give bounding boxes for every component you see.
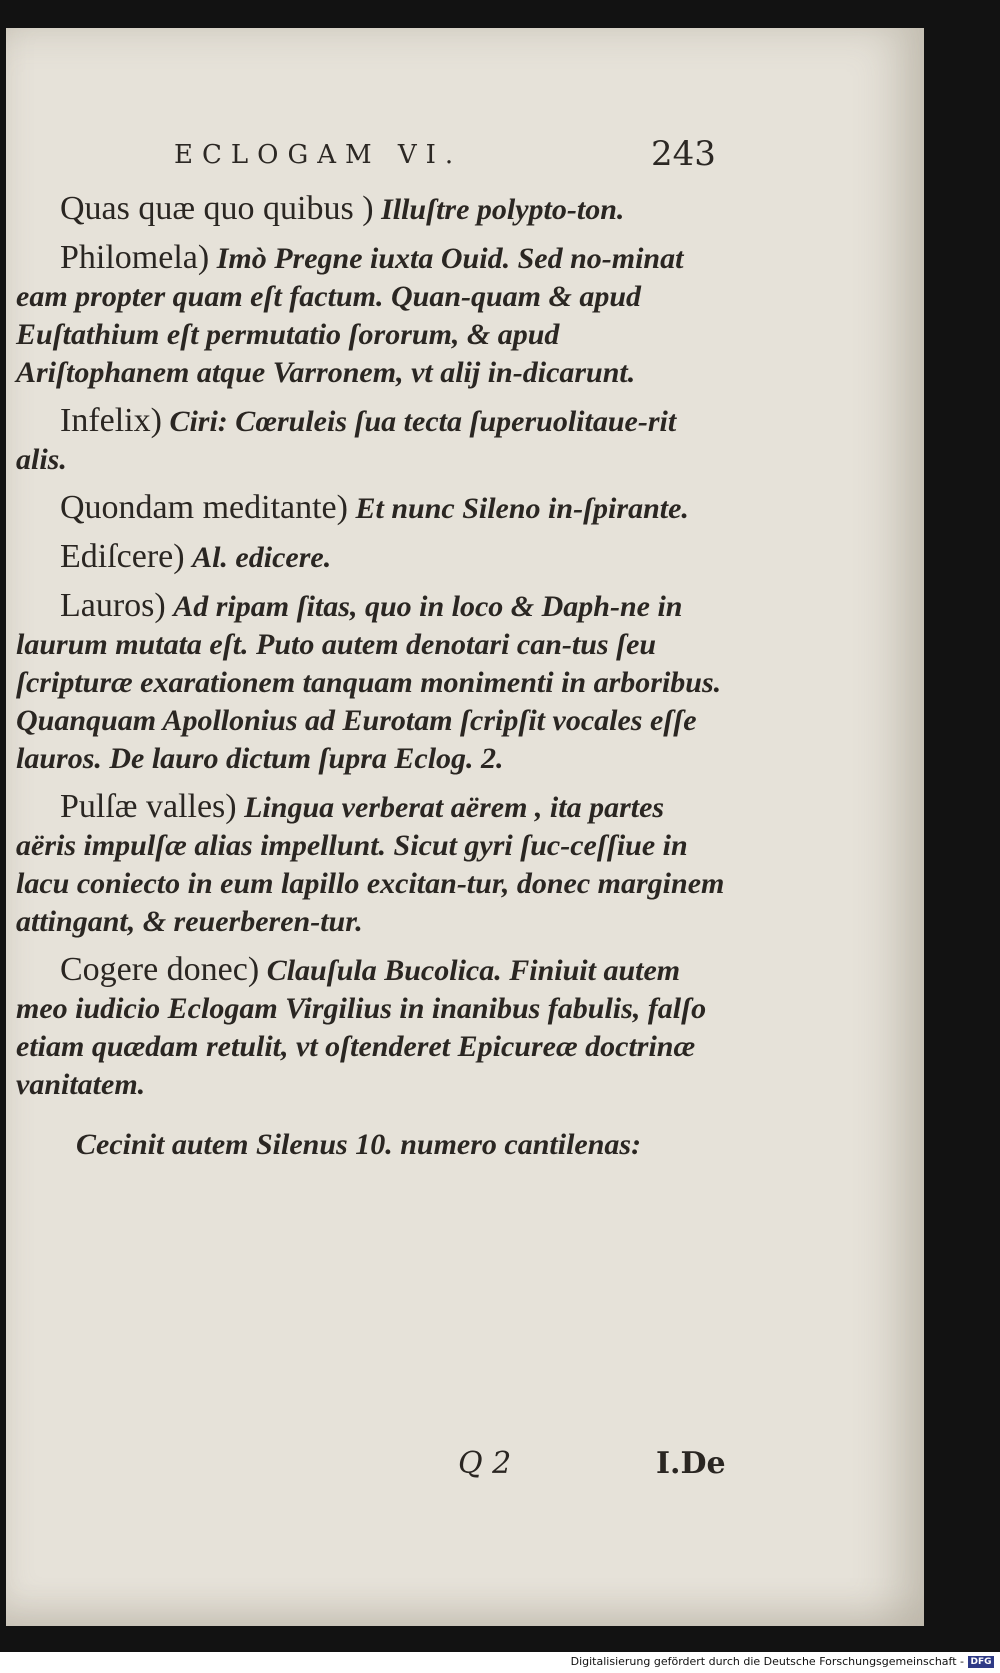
entry-lauros — [16, 587, 728, 778]
entry-quondam — [16, 489, 728, 528]
entry-lemma: Quas quæ quo quibus ) — [60, 190, 374, 227]
dfg-logo: DFG — [968, 1656, 994, 1668]
page-header — [6, 134, 726, 180]
entry-gloss: Al. edicere. — [192, 541, 332, 574]
entry-cogere-donec — [16, 951, 728, 1104]
funding-bar — [0, 1652, 1000, 1673]
signature-mark: Q 2 — [458, 1446, 512, 1481]
page-footer — [6, 1446, 726, 1486]
entry-philomela — [16, 239, 728, 392]
commentary-text — [16, 190, 728, 1174]
entry-gloss: Imò Pregne iuxta Ouid. Sed no-minat eam propter quam eſt factum. Quan-quam & apud Euſtathium eſt permutatio ſororum, & apud Ariſtophanem atque Varronem, vt alij in-dicarunt. — [16, 242, 684, 389]
page-number: 243 — [651, 134, 716, 174]
running-title: ECLOGAM VI. — [174, 140, 463, 170]
entry-lemma: Infelix) — [60, 402, 162, 439]
funding-text: Digitalisierung gefördert durch die Deutsche Forschungsgemeinschaft - — [570, 1655, 964, 1668]
catchword: I.De — [656, 1446, 726, 1481]
entry-gloss: Et nunc Sileno in-ſpirante. — [355, 492, 689, 525]
entry-pulsae-valles — [16, 788, 728, 941]
entry-infelix — [16, 402, 728, 479]
entry-ediscere — [16, 538, 728, 577]
closing-line: Cecinit autem Silenus 10. numero cantilenas: — [76, 1128, 642, 1161]
entry-quas — [16, 190, 728, 229]
book-page — [6, 28, 924, 1626]
entry-lemma: Ediſcere) — [60, 538, 185, 575]
entry-gloss: Ciri: Cœruleis ſua tecta ſuperuolitaue-rit alis. — [16, 405, 677, 476]
entry-lemma: Pulſæ valles) — [60, 788, 237, 825]
entry-lemma: Lauros) — [60, 587, 166, 624]
entry-lemma: Philomela) — [60, 239, 210, 276]
entry-gloss: Clauſula Bucolica. Finiuit autem meo iudicio Eclogam Virgilius in inanibus fabulis, falſo etiam quædam retulit, vt oſtenderet Epicureæ doctrinæ vanitatem. — [16, 954, 707, 1101]
entry-lemma: Cogere donec) — [60, 951, 260, 988]
entry-lemma: Quondam meditante) — [60, 489, 348, 526]
entry-gloss: Ad ripam ſitas, quo in loco & Daph-ne in laurum mutata eſt. Puto autem denotari can-tus ſeu ſcripturæ exarationem tanquam monimenti in arboribus. Quanquam Apollonius ad Eurotam ſcripſit vocales eſſe lauros. De lauro dictum ſupra Eclog. 2. — [16, 590, 722, 775]
entry-gloss: Lingua verberat aërem , ita partes aëris impulſæ alias impellunt. Sicut gyri ſuc-ceſſiue in lacu coniecto in eum lapillo excitan-tur, donec marginem attingant, & reuerberen-tur. — [16, 791, 725, 938]
entry-gloss: Illuſtre polypto-ton. — [381, 193, 625, 226]
